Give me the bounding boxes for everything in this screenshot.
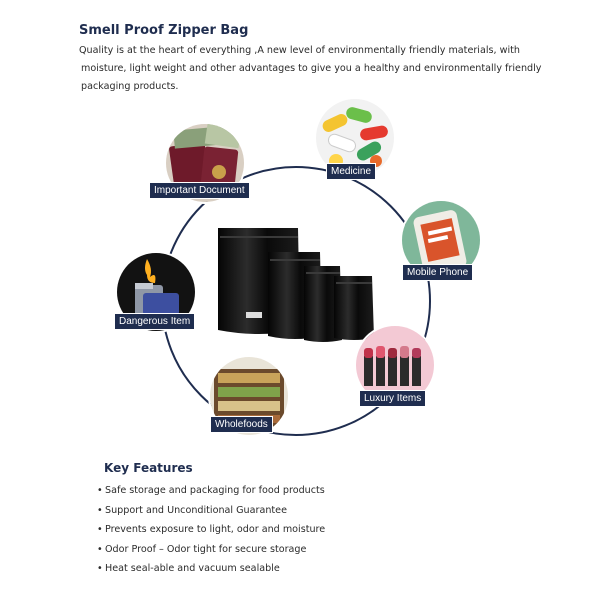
intro-line-3: packaging products. [81,81,179,92]
feature-text: Safe storage and packaging for food products [105,485,325,496]
feature-text: Heat seal-able and vacuum sealable [105,563,280,575]
use-medicine [316,99,394,177]
feature-text: Odor Proof – Odor tight for secure storage [105,543,307,555]
list-item [97,559,325,579]
list-item [97,520,325,540]
list-item [97,501,325,521]
use-mobile-phone [402,201,480,279]
intro-line-1: Quality is at the heart of everything ,A new level of environmentally friendly materials, with [79,45,520,56]
label-medicine: Medicine [326,163,376,180]
list-item [97,540,325,560]
key-features-list [97,481,325,579]
use-dangerous-item [117,253,195,331]
key-features-title: Key Features [104,461,193,475]
bullet-icon: • [97,563,103,575]
bullet-icon: • [97,543,103,555]
list-item [97,481,325,501]
label-wholefoods: Wholefoods [210,416,273,433]
bullet-icon: • [97,524,103,536]
bullet-icon: • [97,485,103,496]
label-important-document: Important Document [149,182,250,199]
use-luxury-items [356,326,434,404]
label-dangerous-item: Dangerous Item [114,313,195,330]
use-wholefoods [210,357,288,435]
bullet-icon: • [97,504,103,516]
label-mobile-phone: Mobile Phone [402,264,473,281]
feature-text: Support and Unconditional Guarantee [105,504,287,516]
intro-text [79,42,549,96]
use-important-document [154,124,245,202]
label-luxury-items: Luxury Items [359,390,426,407]
intro-line-2: moisture, light weight and other advantages to give you a healthy and environmentally friendly [81,63,542,74]
feature-text: Prevents exposure to light, odor and moisture [105,524,326,536]
page-title: Smell Proof Zipper Bag [79,23,249,38]
